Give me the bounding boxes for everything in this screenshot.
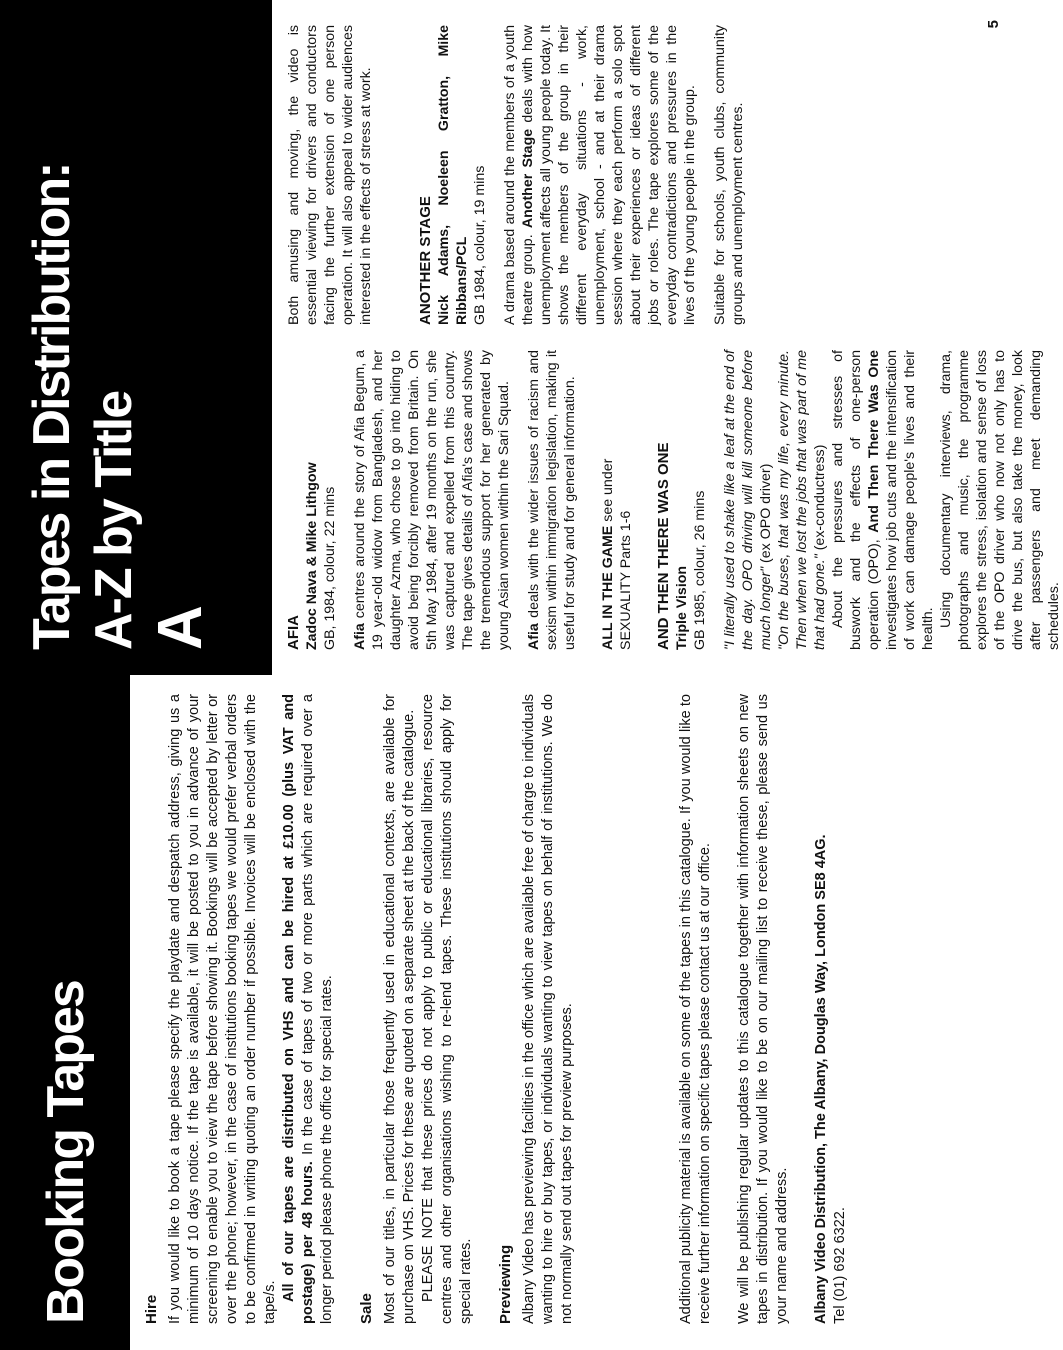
entry-all-in-the-game xyxy=(599,350,635,650)
address-section xyxy=(812,694,850,1324)
sale-section xyxy=(357,694,476,1324)
another-stage-text-a: A drama based around the members of a youth theatre group. xyxy=(502,25,536,325)
another-stage-bold-title: Another Stage xyxy=(520,128,536,229)
sale-heading: Sale xyxy=(358,1293,375,1324)
right-header xyxy=(0,0,272,675)
afia-description-text-2: deals with the wider issues of racism and sexism within immigration legislation, making it useful for study and for general information. xyxy=(526,350,578,650)
booking-content xyxy=(142,694,870,1324)
tape-title-another-stage: ANOTHER STAGE xyxy=(417,196,434,325)
page-title: Booking Tapes xyxy=(37,981,95,1324)
tape-credit-another-stage: Nick Adams, Noeleen Gratton, Mike Ribbans/PCL xyxy=(436,25,470,325)
and-then-text-b: investigates how job cuts and the intensification of work can damage people's lives and their health. xyxy=(884,350,936,650)
left-page xyxy=(0,675,1024,1350)
tape-credit-afia: Zadoc Nava & Mike Lithgow xyxy=(304,462,320,650)
afia-description-2 xyxy=(525,350,579,650)
quote-1-text: "I literally used to shake like a leaf at the end of the day. OPO driving will kill someone before much longer" xyxy=(722,350,774,650)
address-line xyxy=(812,694,831,1324)
tape-title-all-in-the-game: ALL IN THE GAME xyxy=(600,525,616,650)
and-then-text-a: About the pressures and stresses of buswork and the effects of one-person operation (OPO), xyxy=(830,350,882,650)
quote-1-source: (ex OPO driver) xyxy=(758,463,774,567)
and-then-description xyxy=(829,350,937,650)
all-in-the-game-ref: SEXUALITY Parts 1-6 xyxy=(618,510,634,650)
tape-meta-afia: GB, 1984, colour, 22 mins xyxy=(322,486,338,650)
hire-rates-text: In the case of tapes of two or more parts which are required over a longer period please phone the office for special rates. xyxy=(300,694,335,1324)
hire-paragraph: If you would like to book a tape please specify the playdate and despatch address, giving us a minimum of 10 days notice. If the tape is available, it will be posted to you in advance of your screening to enable you to view the tape before showing it. Bookings will be accepted by letter or over the phone; however, in the case of institutions booking tapes we would prefer verbal orders to be confirmed in writing quoting an order number if possible. Invoices will be enclosed with the tape/s. xyxy=(167,694,278,1324)
quote-2-text: "On the buses, that was my life, every minute. Then when we lost the jobs that was part of me that had gone." xyxy=(776,350,828,650)
section-title-line1: Tapes in Distribution: xyxy=(23,163,81,650)
tape-meta-and-then: GB 1985, colour, 26 mins xyxy=(692,490,708,650)
hire-section xyxy=(142,694,337,1324)
section-title-line2: A-Z by Title xyxy=(85,391,143,650)
entry-and-then-there-was-one xyxy=(655,350,1063,650)
section-letter: A xyxy=(146,607,215,650)
left-header xyxy=(0,675,130,1350)
page-number: 5 xyxy=(985,20,1002,29)
hire-heading: Hire xyxy=(143,1294,160,1324)
telephone-line: Tel (01) 692 6322. xyxy=(832,1207,848,1324)
another-stage-text-b: deals with how unemployment affects all young people today. It shows the members of the group in their different everyday situations - work, unemployment, school - and at their drama session where they each perform a solo spot about their experiences or ideas of different jobs or roles. The tape explores some of the everyday contradictions and pressures in the lives of the young people in the group. xyxy=(520,25,698,325)
quote-2-source: (ex-conductress) xyxy=(812,444,828,555)
updates-paragraph: We will be publishing regular updates to this catalogue together with information sheets on new tapes in distribution. If you would like to be on our mailing list to receive these, please send us your name and address. xyxy=(736,694,790,1324)
column-left xyxy=(285,350,1063,650)
updates-section xyxy=(735,694,792,1324)
and-then-description-2: Using documentary interviews, drama, photographs and music, the programme explores the stress, isolation and sense of loss of the OPO driver who now not only has to drive the bus, but also take the money, look after passengers and meet demanding schedules. xyxy=(938,350,1062,650)
previewing-heading: Previewing xyxy=(497,1244,514,1324)
tape-title-and-then: AND THEN THERE WAS ONE xyxy=(655,442,672,650)
left-body xyxy=(130,675,1024,1350)
previewing-section xyxy=(496,694,577,1324)
sale-note-paragraph: PLEASE NOTE that these prices do not apply to public or educational libraries, resource centres and other organisations wishing to re-lend tapes. These institutions should apply for special rates. xyxy=(420,694,474,1324)
and-then-description-3: Both amusing and moving, the video is essential viewing for drivers and conductors facing the further extension of one person operation. It will also appeal to wider audiences interested in the effects of stress at work. xyxy=(286,25,374,325)
entry-another-stage xyxy=(417,25,747,325)
address-bold: Albany Video Distribution, The Albany, Douglas Way, London SE8 4AG. xyxy=(813,834,829,1324)
entry-afia xyxy=(285,350,579,650)
another-stage-description-2: Suitable for schools, youth clubs, community groups and unemployment centres. xyxy=(712,25,746,325)
and-then-bold-title: And Then There Was One xyxy=(866,350,882,533)
hire-rates-bold: All of our tapes are distributed on VHS and can be hired at £10.00 (plus VAT and postage) per 48 hours. xyxy=(281,694,316,1324)
tape-meta-another-stage: GB 1984, colour, 19 mins xyxy=(472,165,488,325)
another-stage-description xyxy=(501,25,699,325)
publicity-section xyxy=(677,694,715,1324)
afia-bold-title: Afia xyxy=(352,623,368,650)
right-page xyxy=(0,0,1062,675)
sale-paragraph: Most of our titles, in particular those frequently used in educational contexts, are available for purchase on VHS. Prices for these are quoted on a separate sheet at the back of the catalogue. xyxy=(382,694,417,1324)
afia-bold-title-2: Afia xyxy=(526,623,542,650)
afia-description-text: centres around the story of Afia Begum, a 19 year-old widow from Bangladesh, and her daughter Azma, who chose to go into hiding to avoid being forcibly removed from Britain. On 5th May 1984, after 19 months on the run, she was captured and expelled from this country. The tape gives details of Afia's case and shows the tremendous support for her generated by young Asian women within the Sari Squad. xyxy=(352,350,512,650)
and-then-quote-1 xyxy=(721,350,775,650)
column-right xyxy=(285,25,747,325)
see-under: see under xyxy=(600,458,616,526)
tape-title-afia: AFIA xyxy=(285,615,302,650)
hire-rates-paragraph xyxy=(280,694,337,1324)
afia-description xyxy=(351,350,513,650)
tape-credit-and-then: Triple Vision xyxy=(674,565,690,650)
publicity-paragraph: Additional publicity material is available on some of the tapes in this catalogue. If you would like to receive further information on specific tapes please contact us at our office. xyxy=(678,694,713,1324)
previewing-paragraph: Albany Video has previewing facilities in the office which are available free of charge to individuals wanting to hire or buy tapes, or individuals wanting to view tapes on behalf of institutions. We do not normally send out tapes for preview purposes. xyxy=(521,694,575,1324)
all-in-the-game-line xyxy=(599,350,617,650)
and-then-quote-2 xyxy=(775,350,829,650)
